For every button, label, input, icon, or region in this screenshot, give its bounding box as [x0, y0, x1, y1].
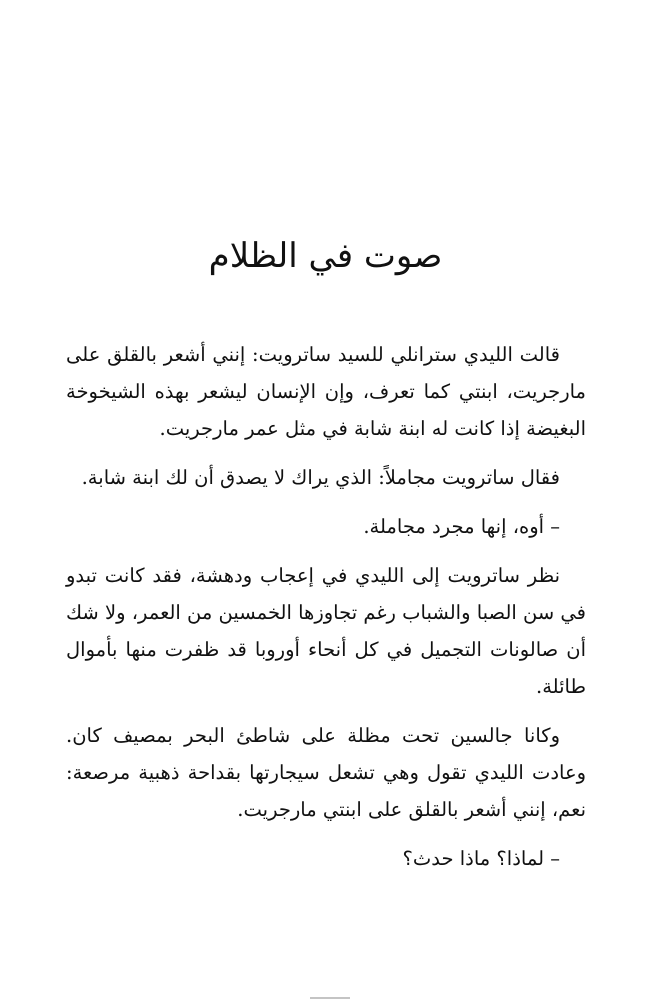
chapter-title: صوت في الظلام: [208, 236, 443, 276]
paragraph: نظر ساترويت إلى الليدي في إعجاب ودهشة، فقد كانت تبدو في سن الصبا والشباب رغم تجاوزها الخمسين من العمر، ولا شك أن صالونات التجميل في كل أنحاء أوروبا قد ظفرت منها بأموال طائلة.: [66, 564, 586, 698]
cut-off-next-line: [300, 990, 360, 1000]
paragraph: فقال ساترويت مجاملاً: الذي يراك لا يصدق أن لك ابنة شابة.: [81, 466, 560, 489]
dialogue-line: – أوه، إنها مجرد مجاملة.: [363, 515, 560, 538]
chapter-body: [66, 336, 586, 889]
paragraph: وكانا جالسين تحت مظلة على شاطئ البحر بمصيف كان. وعادت الليدي تقول وهي تشعل سيجارتها بقداحة ذهبية مرصعة: نعم، إنني أشعر بالقلق على ابنتي مارجريت.: [66, 724, 586, 821]
paragraph: قالت الليدي سترانلي للسيد ساترويت: إنني أشعر بالقلق على مارجريت، ابنتي كما تعرف، وإن الإنسان ليشعر بهذه الشيخوخة البغيضة إذا كانت له ابنة شابة في مثل عمر مارجريت.: [66, 343, 586, 440]
dialogue-line: – لماذا؟ ماذا حدث؟: [402, 847, 560, 870]
